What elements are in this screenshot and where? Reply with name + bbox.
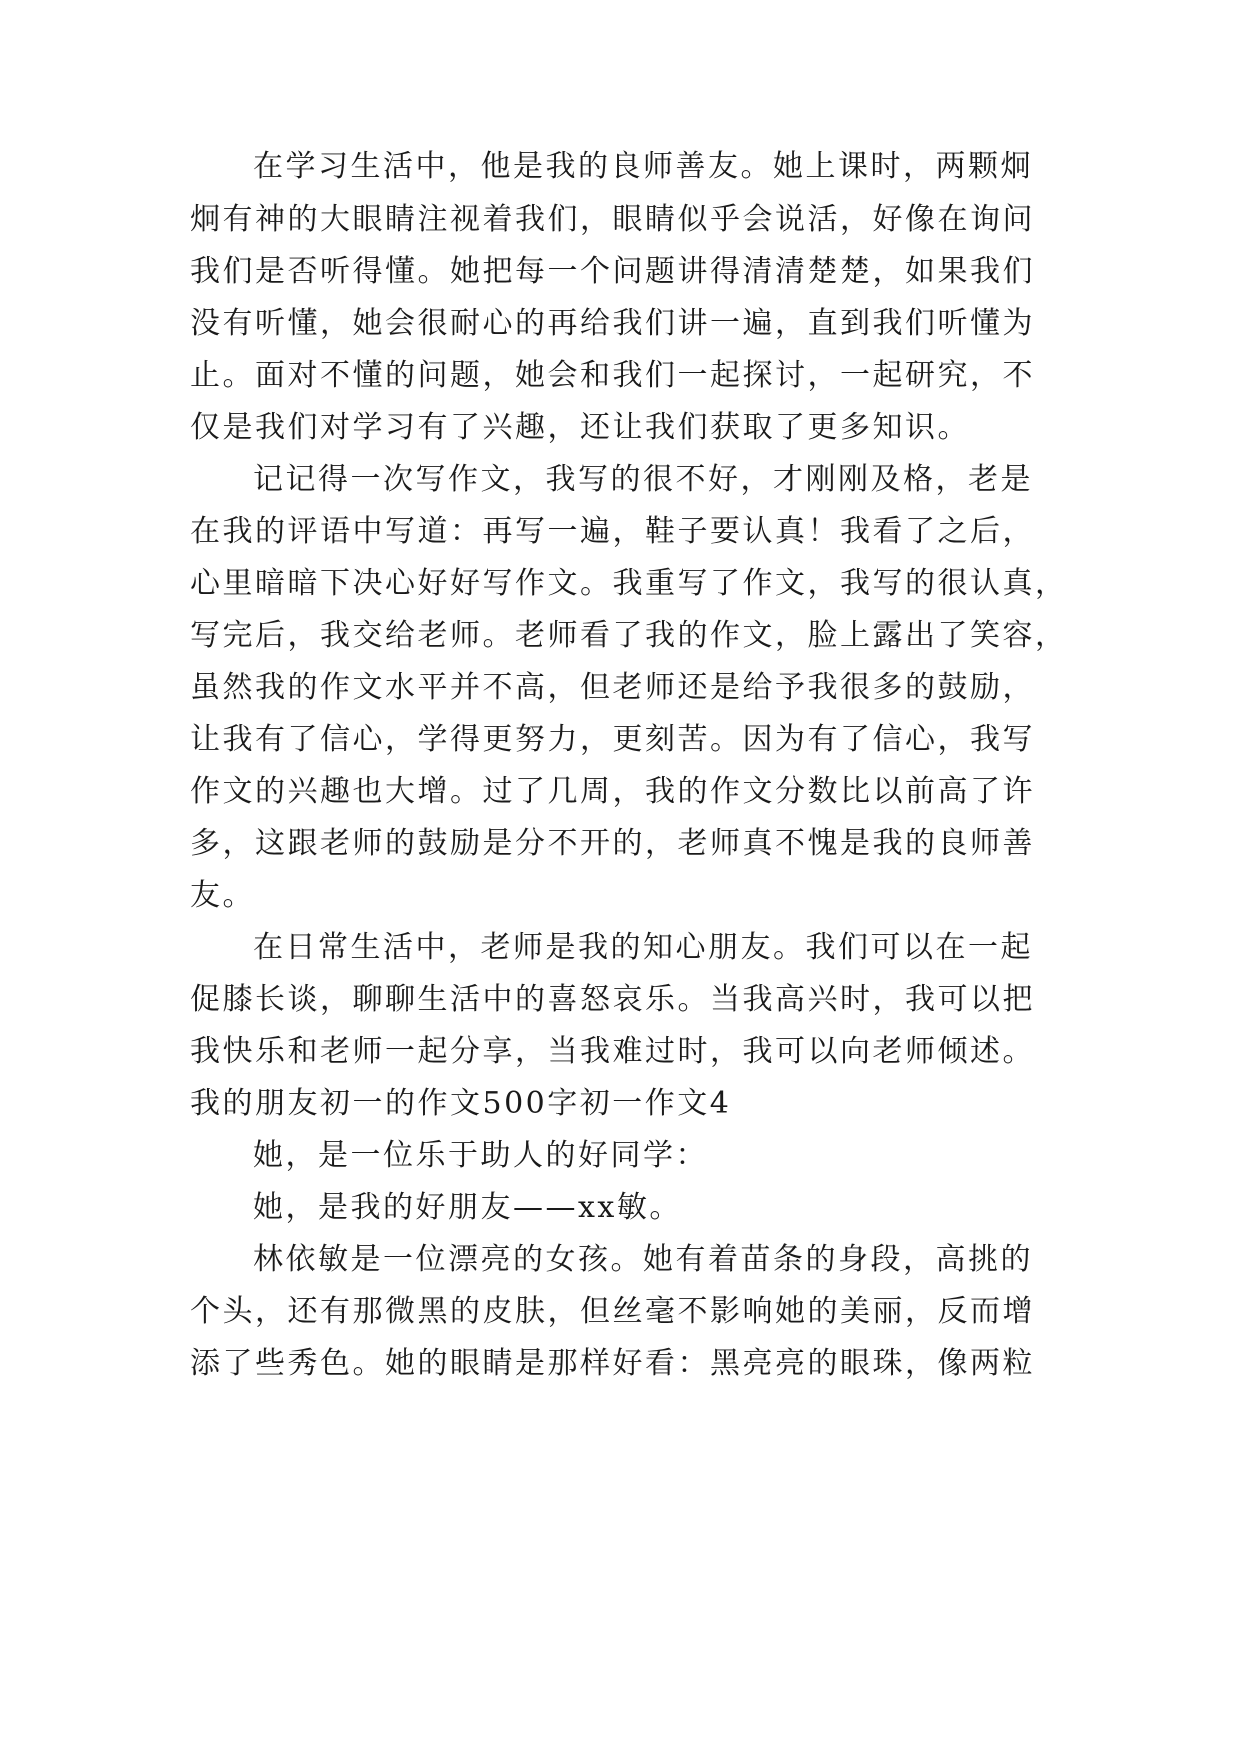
paragraph-line: 在学习生活中，他是我的良师善友。她上课时，两颗炯 bbox=[253, 149, 1033, 184]
paragraph-line: 心里暗暗下决心好好写作文。我重写了作文，我写的很认真， bbox=[190, 566, 1068, 601]
paragraph-line: 林依敏是一位漂亮的女孩。她有着苗条的身段，高挑的 bbox=[253, 1242, 1033, 1277]
paragraph-line: 炯有神的大眼睛注视着我们，眼睛似乎会说活，好像在询问 bbox=[190, 202, 1035, 237]
paragraph-line: 没有听懂，她会很耐心的再给我们讲一遍，直到我们听懂为 bbox=[190, 306, 1035, 341]
paragraph-line: 她，是一位乐于助人的好同学： bbox=[253, 1138, 708, 1173]
paragraph-line: 我快乐和老师一起分享，当我难过时，我可以向老师倾述。 bbox=[190, 1034, 1035, 1069]
paragraph-line: 在日常生活中，老师是我的知心朋友。我们可以在一起 bbox=[253, 930, 1033, 965]
paragraph-line: 写完后，我交给老师。老师看了我的作文，脸上露出了笑容， bbox=[190, 618, 1068, 653]
paragraph-line: 作文的兴趣也大增。过了几周，我的作文分数比以前高了许 bbox=[190, 774, 1035, 809]
paragraph-line: 让我有了信心，学得更努力，更刻苦。因为有了信心，我写 bbox=[190, 722, 1035, 757]
paragraph-line: 她，是我的好朋友——xx敏。 bbox=[253, 1190, 682, 1225]
section-heading: 我的朋友初一的作文500字初一作文4 bbox=[190, 1086, 732, 1121]
paragraph-line: 虽然我的作文水平并不高，但老师还是给予我很多的鼓励， bbox=[190, 670, 1035, 705]
paragraph-line: 仅是我们对学习有了兴趣，还让我们获取了更多知识。 bbox=[190, 410, 970, 445]
paragraph-line: 添了些秀色。她的眼睛是那样好看：黑亮亮的眼珠，像两粒 bbox=[190, 1346, 1035, 1381]
paragraph-line: 我们是否听得懂。她把每一个问题讲得清清楚楚，如果我们 bbox=[190, 254, 1035, 289]
paragraph-line: 多，这跟老师的鼓励是分不开的，老师真不愧是我的良师善 bbox=[190, 826, 1035, 861]
paragraph-line: 友。 bbox=[190, 878, 255, 913]
paragraph-line: 个头，还有那微黑的皮肤，但丝毫不影响她的美丽，反而增 bbox=[190, 1294, 1035, 1329]
paragraph-line: 在我的评语中写道：再写一遍，鞋子要认真！我看了之后， bbox=[190, 514, 1035, 549]
paragraph-line: 止。面对不懂的问题，她会和我们一起探讨，一起研究，不 bbox=[190, 358, 1035, 393]
paragraph-line: 促膝长谈，聊聊生活中的喜怒哀乐。当我高兴时，我可以把 bbox=[190, 982, 1035, 1017]
paragraph-line: 记记得一次写作文，我写的很不好，才刚刚及格，老是 bbox=[253, 462, 1033, 497]
